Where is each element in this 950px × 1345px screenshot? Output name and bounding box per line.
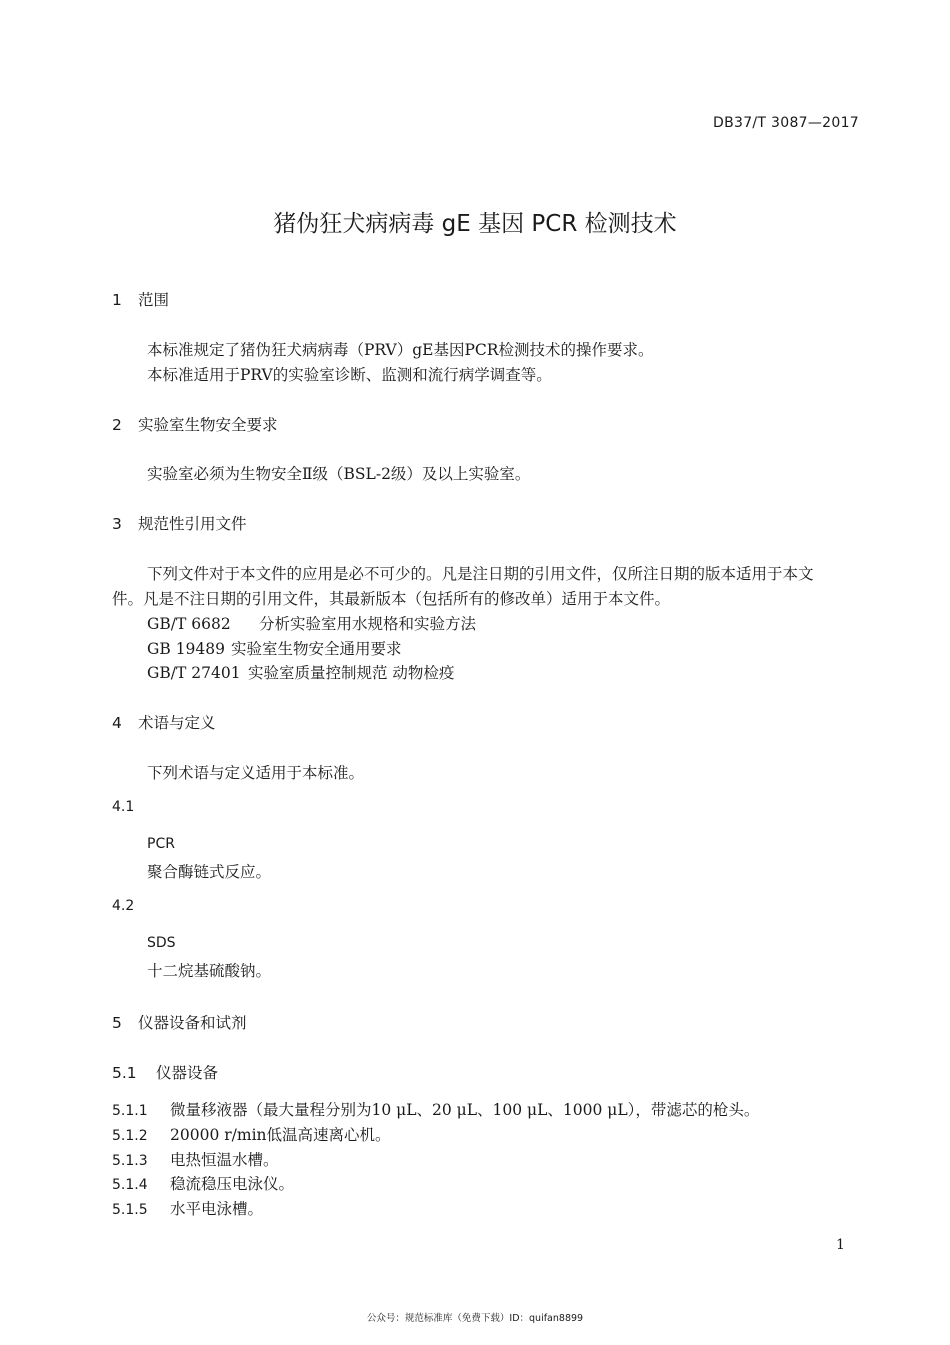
item-number: 5.1.3 — [112, 1153, 148, 1169]
subsection-number: 5.1 — [112, 1064, 137, 1082]
equipment-item — [112, 1197, 263, 1219]
reference-code: GB/T 27401 — [147, 664, 241, 682]
term-name: PCR — [147, 836, 175, 852]
paragraph-line: 本标准适用于PRV的实验室诊断、监测和流行病学调查等。 — [147, 366, 552, 384]
paragraph-line: 下列术语与定义适用于本标准。 — [147, 764, 365, 782]
section-2-heading — [112, 413, 278, 435]
equipment-item — [112, 1123, 391, 1145]
subsection-title: 仪器设备 — [156, 1064, 219, 1082]
reference-item — [147, 612, 476, 634]
section-title: 术语与定义 — [138, 714, 216, 732]
paragraph-line: 件。凡是不注日期的引用文件，其最新版本（包括所有的修改单）适用于本文件。 — [112, 590, 671, 608]
item-text: 电热恒温水槽。 — [170, 1151, 279, 1169]
document-code: DB37/T 3087—2017 — [713, 115, 859, 131]
section-3-heading — [112, 512, 247, 534]
item-number: 5.1.1 — [112, 1103, 148, 1119]
item-text: 稳流稳压电泳仪。 — [170, 1175, 295, 1193]
equipment-item — [112, 1172, 294, 1194]
section-number: 2 — [112, 416, 122, 434]
section-4-heading — [112, 711, 216, 733]
item-number: 5.1.4 — [112, 1177, 148, 1193]
section-title: 规范性引用文件 — [138, 515, 247, 533]
term-definition: 聚合酶链式反应。 — [147, 863, 272, 881]
term-number: 4.1 — [112, 799, 135, 815]
section-5-heading — [112, 1011, 247, 1033]
section-number: 3 — [112, 515, 122, 533]
paragraph-line: 下列文件对于本文件的应用是必不可少的。凡是注日期的引用文件，仅所注日期的版本适用于本文 — [147, 565, 814, 583]
section-title: 范围 — [138, 291, 170, 309]
paragraph-line: 实验室必须为生物安全Ⅱ级（BSL-2级）及以上实验室。 — [147, 465, 531, 483]
reference-code: GB 19489 — [147, 640, 226, 658]
section-number: 5 — [112, 1014, 122, 1032]
section-title: 实验室生物安全要求 — [138, 416, 278, 434]
subsection-5-1-heading — [112, 1061, 218, 1083]
item-text: 20000 r/min低温高速离心机。 — [170, 1126, 391, 1144]
term-definition: 十二烷基硫酸钠。 — [147, 962, 272, 980]
page-number: 1 — [836, 1237, 845, 1253]
section-title: 仪器设备和试剂 — [138, 1014, 247, 1032]
equipment-item — [112, 1098, 759, 1120]
item-text: 水平电泳槽。 — [170, 1200, 264, 1218]
term-name: SDS — [147, 935, 176, 951]
reference-item — [147, 661, 454, 683]
footer-watermark-text: 公众号：规范标准库（免费下载）ID：quifan8899 — [366, 1313, 584, 1324]
reference-item — [147, 637, 402, 659]
reference-code: GB/T 6682 — [147, 615, 231, 633]
reference-title: 分析实验室用水规格和实验方法 — [259, 615, 477, 633]
paragraph-line: 本标准规定了猪伪狂犬病病毒（PRV）gE基因PCR检测技术的操作要求。 — [147, 341, 654, 359]
term-number: 4.2 — [112, 898, 135, 914]
section-number: 4 — [112, 714, 122, 732]
section-1-heading — [112, 288, 169, 310]
reference-title: 实验室生物安全通用要求 — [231, 640, 402, 658]
item-number: 5.1.2 — [112, 1128, 148, 1144]
document-title: 猪伪狂犬病病毒 gE 基因 PCR 检测技术 — [273, 211, 677, 237]
reference-title: 实验室质量控制规范 动物检疫 — [248, 664, 455, 682]
item-number: 5.1.5 — [112, 1202, 148, 1218]
item-text: 微量移液器（最大量程分别为10 μL、20 μL、100 μL、1000 μL），带滤芯的枪头。 — [170, 1101, 760, 1119]
section-number: 1 — [112, 291, 122, 309]
equipment-item — [112, 1148, 279, 1170]
